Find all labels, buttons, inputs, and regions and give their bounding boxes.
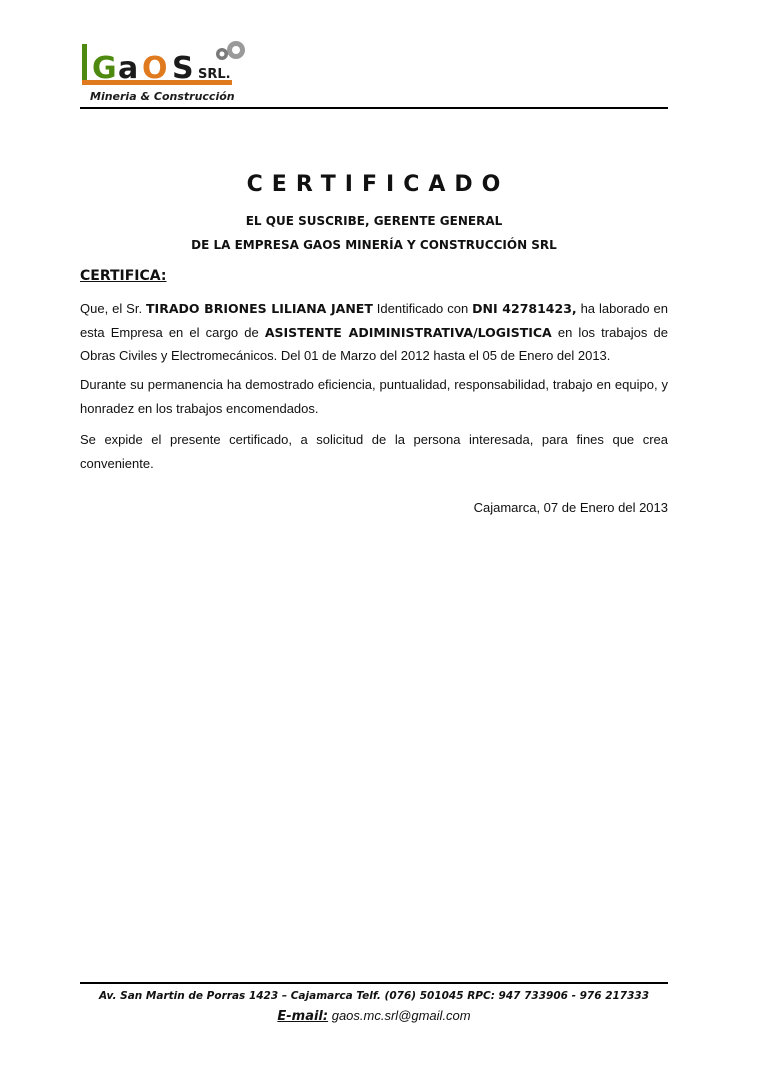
- footer-divider: [80, 982, 668, 984]
- gear-icon: [216, 41, 245, 60]
- p1-text-2: Identificado con: [372, 301, 473, 316]
- employee-position: ASISTENTE ADIMINISTRATIVA/LOGISTICA: [264, 324, 552, 340]
- employee-name: TIRADO BRIONES LILIANA JANET: [146, 301, 373, 316]
- paragraph-issuance: Se expide el presente certificado, a solicitud de la persona interesada, para fines que crea conveniente.: [80, 432, 668, 471]
- date-line: Cajamarca, 07 de Enero del 2013: [473, 500, 668, 515]
- employee-dni: DNI 42781423,: [472, 301, 577, 316]
- subtitle-line-1: EL QUE SUSCRIBE, GERENTE GENERAL: [245, 214, 503, 228]
- logo-letter-o: O: [142, 51, 168, 86]
- p1-text-4: en los trabajos de Obras Civiles y Electromecánicos. Del 01 de Marzo del 2012 hasta el 05 de Enero del 2013.: [80, 324, 668, 363]
- p1-text-1: Que, el Sr.: [80, 301, 147, 316]
- certifica-heading: CERTIFICA:: [80, 268, 167, 284]
- paragraph-performance: Durante su permanencia ha demostrado eficiencia, puntualidad, responsabilidad, trabajo en equipo, y honradez en los trabajos encomendados.: [80, 377, 668, 416]
- document-title: CERTIFICADO: [246, 172, 510, 197]
- company-logo: [80, 36, 255, 106]
- email-address: gaos.mc.srl@gmail.com: [331, 1008, 471, 1023]
- email-label: E-mail:: [277, 1009, 329, 1024]
- logo-letter-s: S: [172, 51, 194, 86]
- subtitle-line-2: DE LA EMPRESA GAOS MINERÍA Y CONSTRUCCIÓN SRL: [191, 238, 557, 252]
- paragraph-employment: [80, 297, 668, 368]
- logo-tagline: Mineria & Construcción: [90, 90, 235, 103]
- footer-email-line: [80, 1008, 668, 1024]
- logo-bracket-vertical: [82, 44, 87, 84]
- logo-letter-a: a: [118, 51, 139, 86]
- footer-address: Av. San Martin de Porras 1423 – Cajamarca Telf. (076) 501045 RPC: 947 733906 - 976 217333: [98, 990, 650, 1002]
- logo-letter-g: G: [92, 51, 117, 86]
- p1-text-3: ha laborado en esta Empresa en el cargo de: [80, 301, 668, 340]
- logo-suffix: SRL.: [198, 67, 231, 82]
- header-divider: [80, 107, 668, 109]
